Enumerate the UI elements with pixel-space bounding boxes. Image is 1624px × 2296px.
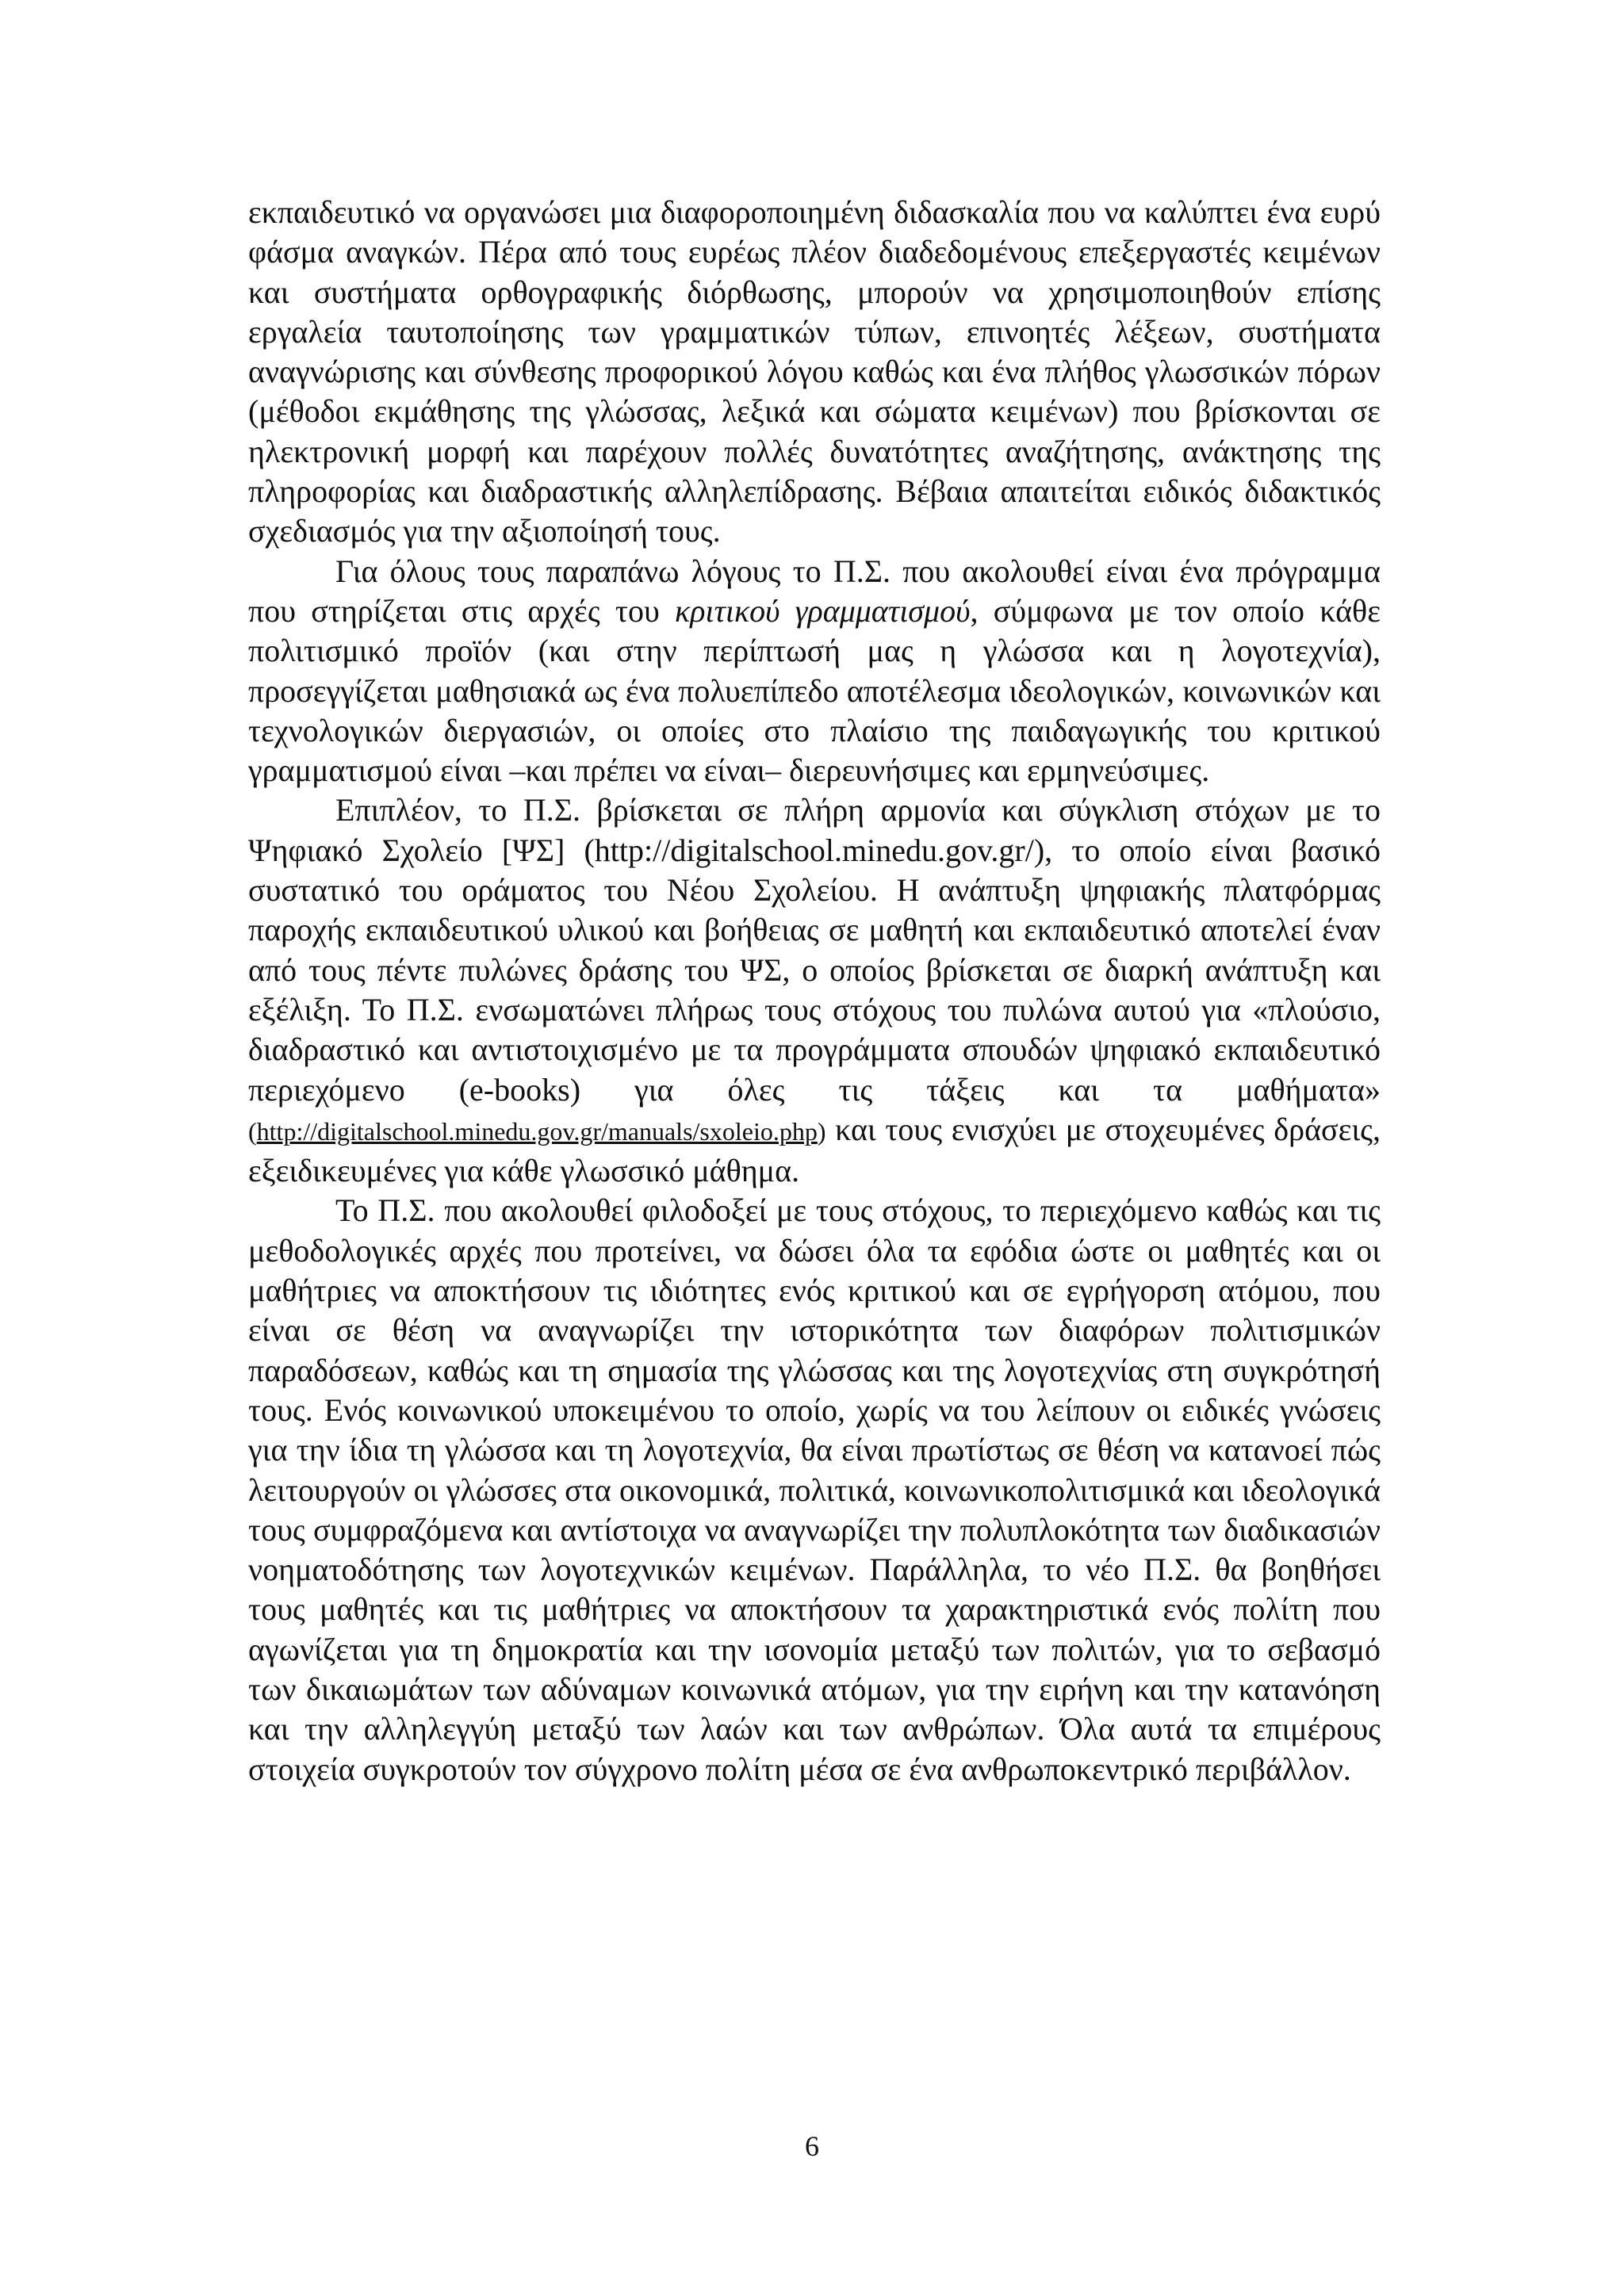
paragraph-2 [248, 552, 1381, 791]
page-number: 6 [805, 2130, 819, 2162]
paragraph-3-text-after: και τους ενισχύει με στοχευμένες δράσεις, εξειδικευμένες για κάθε γλωσσικό μάθημα. [248, 1111, 1381, 1189]
document-body [248, 193, 1381, 1789]
paragraph-3-text-before: Επιπλέον, το Π.Σ. βρίσκεται σε πλήρη αρμονία και σύγκλιση στόχων με το Ψηφιακό Σχολείο [ΨΣ] (http://digitalschool.minedu.gov.gr/), το οποίο είναι βασικό συστατικό του οράματος του Νέου Σχολείου. Η ανάπτυξη ψηφιακής πλατφόρμας παροχής εκπαιδευτικού υλικού και βοήθειας σε μαθητή και εκπαιδευτικό αποτελεί έναν από τους πέντε πυλώνες δράσης του ΨΣ, ο οποίος βρίσκεται σε διαρκή ανάπτυξη και εξέλιξη. Το Π.Σ. ενσωματώνει πλήρως τους στόχους του πυλώνα αυτού για «πλούσιο, διαδραστικό και αντιστοιχισμένο με τα προγράμματα σπουδών ψηφιακό εκπαιδευτικό περιεχόμενο (e-books) για όλες τις τάξεις και τα μαθήματα» [248, 792, 1381, 1108]
paragraph-3-paren-open: ( [248, 1116, 257, 1146]
paragraph-4 [248, 1191, 1381, 1789]
paragraph-2-text-before: Για όλους τους παραπάνω λόγους το Π.Σ. που ακολουθεί είναι ένα πρόγραμμα που στηρίζεται στις αρχές του [248, 553, 1381, 629]
paragraph-2-italic-term: κριτικού γραμματισμού [675, 592, 971, 629]
paragraph-1 [248, 193, 1381, 552]
paragraph-3-link[interactable]: http://digitalschool.minedu.gov.gr/manuals/sxoleio.php [256, 1116, 818, 1146]
paragraph-4-text: Το Π.Σ. που ακολουθεί φιλοδοξεί με τους στόχους, το περιεχόμενο καθώς και τις μεθοδολογικές αρχές που προτείνει, να δώσει όλα τα εφόδια ώστε οι μαθητές και οι μαθήτριες να αποκτήσουν τις ιδιότητες ενός κριτικού και σε εγρήγορση ατόμου, που είναι σε θέση να αναγνωρίζει την ιστορικότητα των διαφόρων πολιτισμικών παραδόσεων, καθώς και τη σημασία της γλώσσας και της λογοτεχνίας στη συγκρότησή τους. Ενός κοινωνικού υποκειμένου το οποίο, χωρίς να του λείπουν οι ειδικές γνώσεις για την ίδια τη γλώσσα και τη λογοτεχνία, θα είναι πρωτίστως σε θέση να κατανοεί πώς λειτουργούν οι γλώσσες στα οικονομικά, πολιτικά, κοινωνικοπολιτισμικά και ιδεολογικά τους συμφραζόμενα και αντίστοιχα να αναγνωρίζει την πολυπλοκότητα των διαδικασιών νοηματοδότησης των λογοτεχνικών κειμένων. Παράλληλα, το νέο Π.Σ. θα βοηθήσει τους μαθητές και τις μαθήτριες να αποκτήσουν τα χαρακτηριστικά ενός πολίτη που αγωνίζεται για τη δημοκρατία και την ισονομία μεταξύ των πολιτών, για το σεβασμό των δικαιωμάτων των αδύναμων κοινωνικά ατόμων, για την ειρήνη και την κατανόηση και την αλληλεγγύη μεταξύ των λαών και των ανθρώπων. Όλα αυτά τα επιμέρους στοιχεία συγκροτούν τον σύγχρονο πολίτη μέσα σε ένα ανθρωποκεντρικό περιβάλλον. [248, 1192, 1381, 1787]
paragraph-3 [248, 790, 1381, 1191]
paragraph-3-paren-close: ) [817, 1116, 826, 1146]
paragraph-1-text: εκπαιδευτικό να οργανώσει μια διαφοροποιημένη διδασκαλία που να καλύπτει ένα ευρύ φάσμα αναγκών. Πέρα από τους ευρέως πλέον διαδεδομένους επεξεργαστές κειμένων και συστήματα ορθογραφικής διόρθωσης, μπορούν να χρησιμοποιηθούν επίσης εργαλεία ταυτοποίησης των γραμματικών τύπων, επινοητές λέξεων, συστήματα αναγνώρισης και σύνθεσης προφορικού λόγου καθώς και ένα πλήθος γλωσσικών πόρων (μέθοδοι εκμάθησης της γλώσσας, λεξικά και σώματα κειμένων) που βρίσκονται σε ηλεκτρονική μορφή και παρέχουν πολλές δυνατότητες αναζήτησης, ανάκτησης της πληροφορίας και διαδραστικής αλληλεπίδρασης. Βέβαια απαιτείται ειδικός διδακτικός σχεδιασμός για την αξιοποίησή τους. [248, 194, 1381, 549]
paragraph-2-text-after: , σύμφωνα με τον οποίο κάθε πολιτισμικό προϊόν (και στην περίπτωσή μας η γλώσσα και η λογοτεχνία), προσεγγίζεται μαθησιακά ως ένα πολυεπίπεδο αποτέλεσμα ιδεολογικών, κοινωνικών και τεχνολογικών διεργασιών, οι οποίες στο πλαίσιο της παιδαγωγικής του κριτικού γραμματισμού είναι –και πρέπει να είναι– διερευνήσιμες και ερμηνεύσιμες. [248, 592, 1381, 789]
